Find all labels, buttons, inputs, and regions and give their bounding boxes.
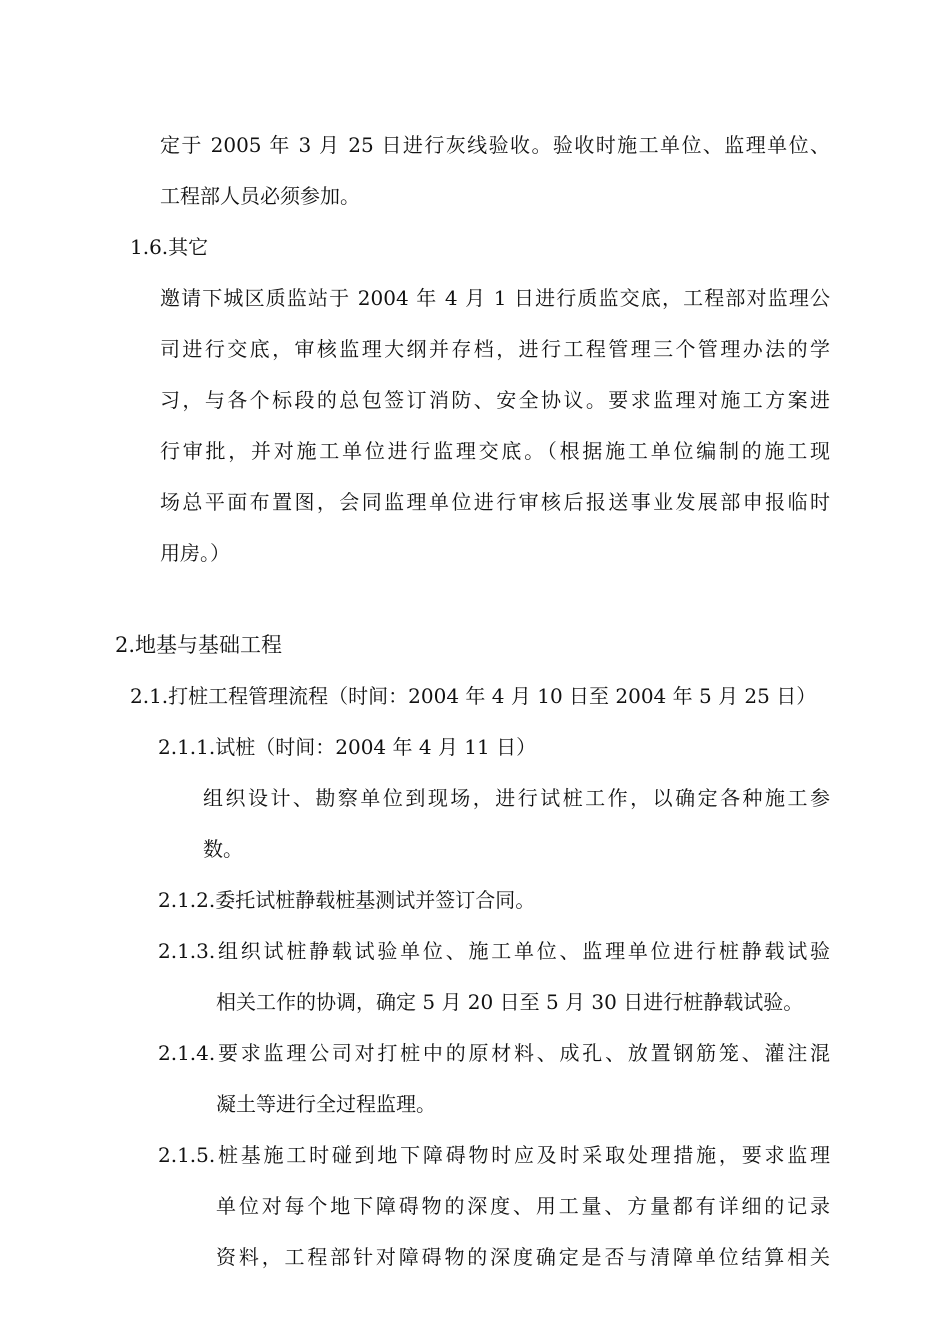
paragraph-line: 定于 2005 年 3 月 25 日进行灰线验收。验收时施工单位、监理单位、 [160, 133, 830, 157]
paragraph-line: 用房。） [160, 541, 230, 565]
list-item: 2.1.3.组织试桩静载试验单位、施工单位、监理单位进行桩静载试验 [158, 939, 830, 963]
list-item: 2.1.4.要求监理公司对打桩中的原材料、成孔、放置钢筋笼、灌注混 [158, 1041, 830, 1065]
list-item-continuation: 相关工作的协调，确定 5 月 20 日至 5 月 30 日进行桩静载试验。 [216, 990, 804, 1014]
list-item-continuation: 资料，工程部针对障碍物的深度确定是否与清障单位结算相关 [216, 1245, 830, 1269]
paragraph-line: 司进行交底，审核监理大纲并存档，进行工程管理三个管理办法的学 [160, 337, 830, 361]
list-item: 2.1.2.委托试桩静载桩基测试并签订合同。 [158, 888, 536, 912]
section-heading: 1.6.其它 [130, 235, 209, 259]
paragraph-line: 行审批，并对施工单位进行监理交底。（根据施工单位编制的施工现 [160, 439, 830, 463]
list-item-continuation: 凝土等进行全过程监理。 [216, 1092, 436, 1116]
paragraph-line: 数。 [203, 837, 243, 861]
paragraph-line: 场总平面布置图，会同监理单位进行审核后报送事业发展部申报临时 [160, 490, 830, 514]
list-item: 2.1.5.桩基施工时碰到地下障碍物时应及时采取处理措施，要求监理 [158, 1143, 830, 1167]
paragraph-line: 习，与各个标段的总包签订消防、安全协议。要求监理对施工方案进 [160, 388, 830, 412]
chapter-heading: 2.地基与基础工程 [115, 633, 283, 657]
paragraph-line: 工程部人员必须参加。 [160, 184, 360, 208]
paragraph-line: 组织设计、勘察单位到现场，进行试桩工作，以确定各种施工参 [203, 786, 830, 810]
list-item-continuation: 单位对每个地下障碍物的深度、用工量、方量都有详细的记录 [216, 1194, 830, 1218]
paragraph-line: 邀请下城区质监站于 2004 年 4 月 1 日进行质监交底，工程部对监理公 [160, 286, 830, 310]
subsection-heading: 2.1.1.试桩（时间：2004 年 4 月 11 日） [158, 735, 537, 759]
section-heading: 2.1.打桩工程管理流程（时间：2004 年 4 月 10 日至 2004 年 5 月 25 日） [130, 684, 817, 708]
